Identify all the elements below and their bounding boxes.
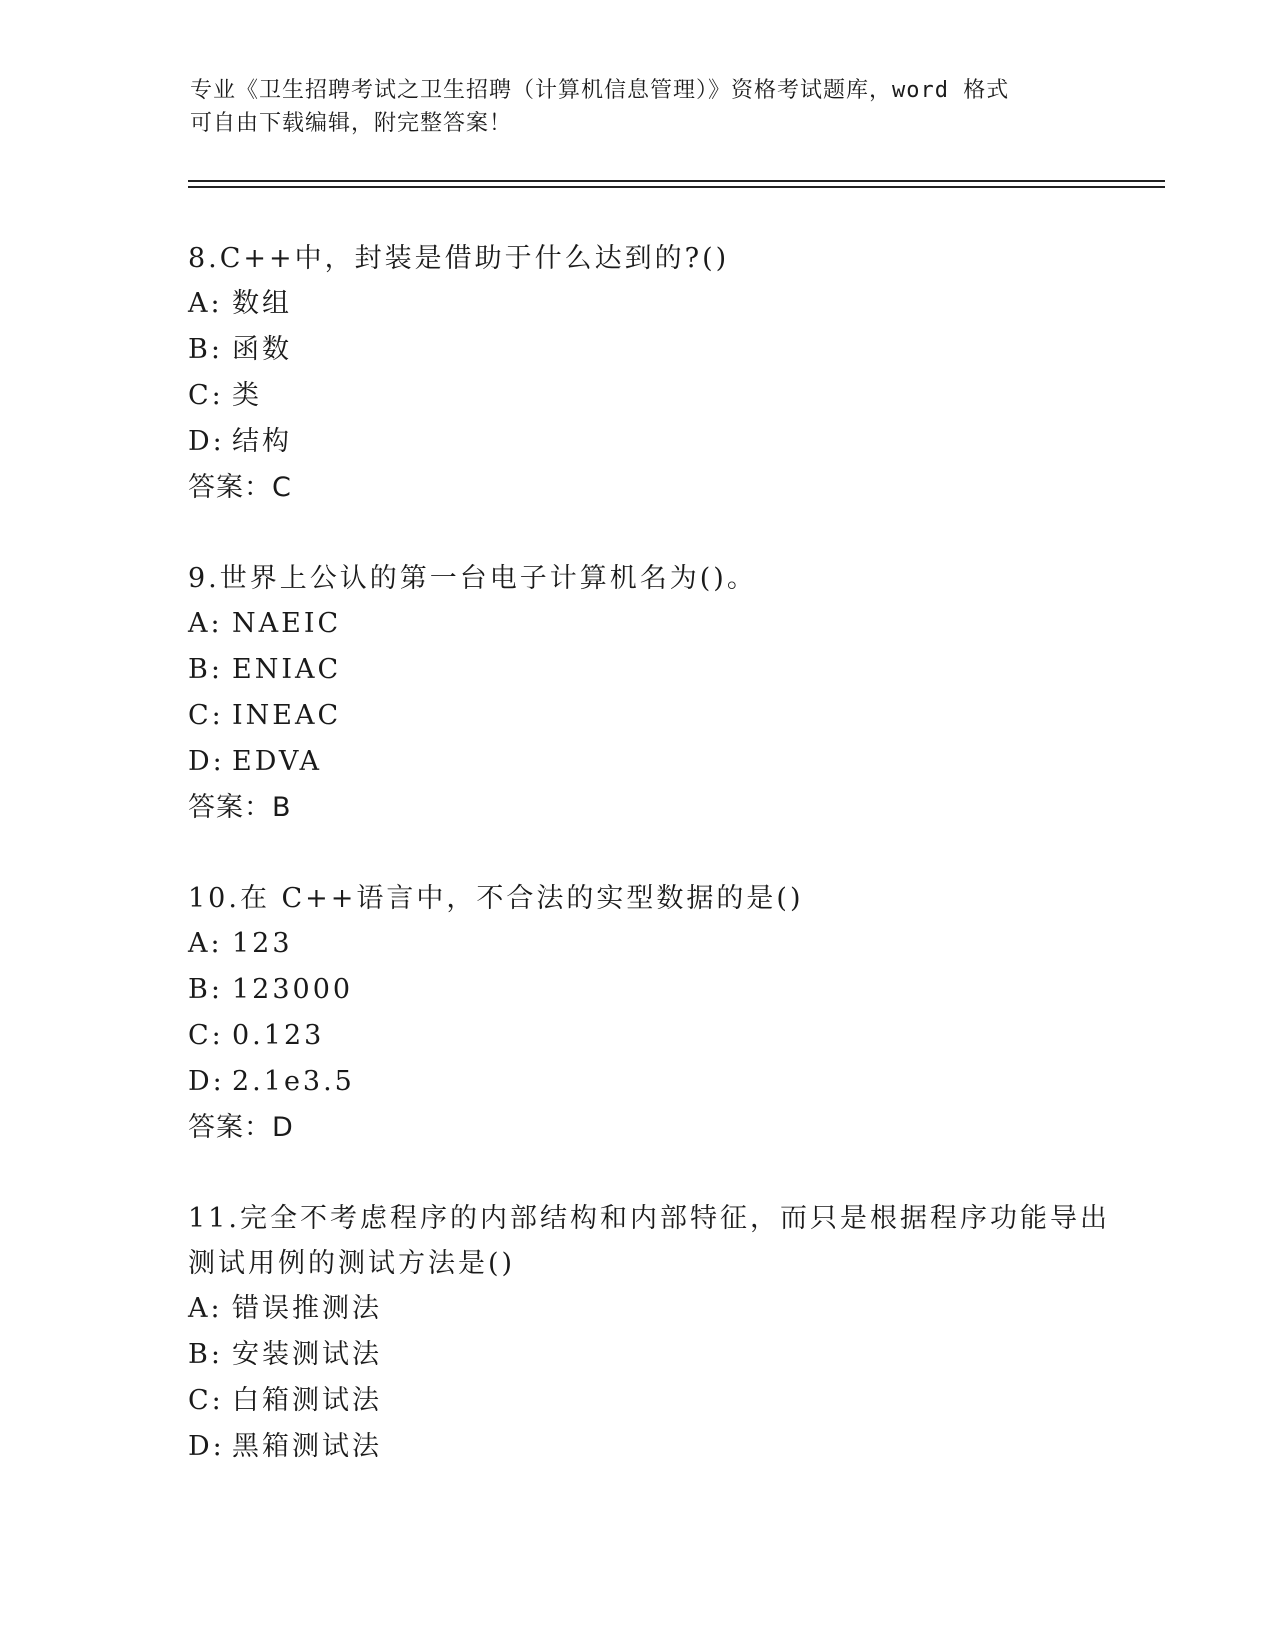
option-a bbox=[188, 281, 1088, 327]
option-d bbox=[188, 419, 1088, 465]
option-c bbox=[188, 373, 1088, 419]
question-stem: 10.在 C++语言中，不合法的实型数据的是() bbox=[188, 883, 804, 914]
option-letter: C: bbox=[188, 1020, 224, 1051]
option-d bbox=[188, 1059, 1088, 1105]
option-c bbox=[188, 1013, 1088, 1059]
option-letter: C: bbox=[188, 1385, 224, 1416]
header-line-1: 专业《卫生招聘考试之卫生招聘（计算机信息管理）》资格考试题库，word 格式 bbox=[190, 78, 1010, 103]
document-header bbox=[190, 74, 1090, 140]
option-d bbox=[188, 739, 1088, 785]
option-a bbox=[188, 601, 1088, 647]
option-b bbox=[188, 647, 1088, 693]
option-letter: C: bbox=[188, 700, 224, 731]
option-letter: A: bbox=[188, 608, 223, 639]
option-letter: B: bbox=[188, 974, 223, 1005]
option-a bbox=[188, 921, 1088, 967]
option-text: 函数 bbox=[232, 334, 292, 365]
option-text: 0.123 bbox=[232, 1020, 325, 1051]
option-text: EDVA bbox=[232, 746, 323, 777]
option-letter: D: bbox=[188, 426, 225, 457]
header-divider-bottom bbox=[188, 186, 1165, 188]
option-text: 123000 bbox=[232, 974, 354, 1005]
option-letter: B: bbox=[188, 334, 223, 365]
header-line-2: 可自由下载编辑，附完整答案！ bbox=[190, 111, 513, 136]
option-letter: C: bbox=[188, 380, 224, 411]
option-text: 类 bbox=[232, 380, 262, 411]
option-d bbox=[188, 1424, 1088, 1470]
option-c bbox=[188, 1378, 1088, 1424]
option-letter: A: bbox=[188, 288, 223, 319]
question-11 bbox=[188, 1196, 1110, 1470]
option-a bbox=[188, 1286, 1088, 1332]
option-text: 2.1e3.5 bbox=[232, 1066, 355, 1097]
question-8 bbox=[188, 236, 1088, 511]
option-letter: D: bbox=[188, 746, 225, 777]
option-letter: D: bbox=[188, 1066, 225, 1097]
option-letter: B: bbox=[188, 654, 223, 685]
option-b bbox=[188, 327, 1088, 373]
option-letter: B: bbox=[188, 1339, 223, 1370]
answer-label: 答案：D bbox=[188, 1112, 294, 1143]
question-stem: 8.C++中，封装是借助于什么达到的?() bbox=[188, 243, 730, 274]
question-stem-line-1: 11.完全不考虑程序的内部结构和内部特征，而只是根据程序功能导出 bbox=[188, 1203, 1110, 1234]
option-b bbox=[188, 967, 1088, 1013]
question-stem: 9.世界上公认的第一台电子计算机名为()。 bbox=[188, 563, 757, 594]
question-9 bbox=[188, 556, 1088, 831]
option-text: INEAC bbox=[232, 700, 342, 731]
option-b bbox=[188, 1332, 1088, 1378]
option-text: 123 bbox=[232, 928, 293, 959]
option-c bbox=[188, 693, 1088, 739]
option-letter: D: bbox=[188, 1431, 225, 1462]
answer-label: 答案：B bbox=[188, 792, 292, 823]
option-text: 黑箱测试法 bbox=[232, 1431, 382, 1462]
option-text: ENIAC bbox=[232, 654, 342, 685]
option-text: NAEIC bbox=[232, 608, 342, 639]
option-text: 数组 bbox=[232, 288, 292, 319]
header-divider-top bbox=[188, 180, 1165, 182]
question-stem-line-2: 测试用例的测试方法是() bbox=[188, 1248, 516, 1279]
option-text: 结构 bbox=[232, 426, 292, 457]
option-text: 错误推测法 bbox=[232, 1293, 382, 1324]
option-text: 白箱测试法 bbox=[232, 1385, 382, 1416]
answer-label: 答案：C bbox=[188, 472, 292, 503]
option-letter: A: bbox=[188, 1293, 223, 1324]
option-text: 安装测试法 bbox=[232, 1339, 382, 1370]
option-letter: A: bbox=[188, 928, 223, 959]
question-10 bbox=[188, 876, 1088, 1151]
